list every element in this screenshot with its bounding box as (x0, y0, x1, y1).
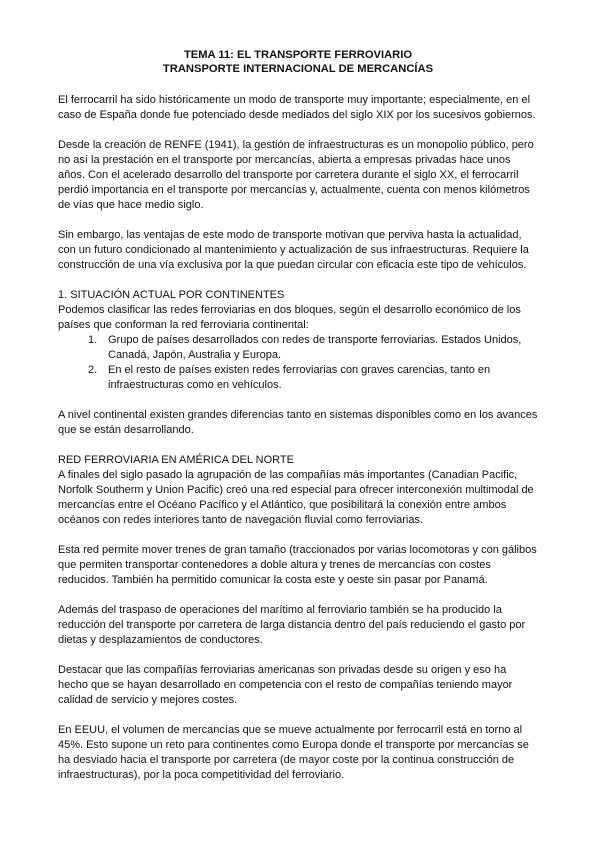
list-item-number: 1. (88, 334, 98, 346)
list-item-number: 2. (88, 364, 98, 376)
paragraph-eeuu: En EEUU, el volumen de mercancías que se mueve actualmente por ferrocarril está en torno al 45%. Esto supone un reto para continentes como Europa donde el transporte por mercancías se ha desviado hacia el transporte por carretera (de mayor coste por la continua construcción de infraestructuras), por la poca competitividad del ferroviario. (58, 724, 529, 781)
numbered-list (58, 333, 538, 393)
paragraph-companias: Destacar que las compañías ferroviarias americanas son privadas desde su origen y eso ha hecho que se hayan desarrollado en competencia con el resto de compañías teniendo mayor calidad de servicio y mejores costes. (58, 664, 513, 706)
section-intro-paragraph: Podemos clasificar las redes ferroviarias en dos bloques, según el desarrollo económico de los países que conforman la red ferroviaria continental: (58, 304, 521, 331)
title-line-2: TRANSPORTE INTERNACIONAL DE MERCANCÍAS (162, 63, 434, 75)
paragraph-continental: A nivel continental existen grandes diferencias tanto en sistemas disponibles como en los avances que se están desarrollando. (58, 409, 538, 436)
paragraph-trenes: Esta red permite mover trenes de gran tamaño (traccionados por varias locomotoras y con gálibos que permiten transportar contenedores a doble altura y trenes de mercancías con costes reducidos. También ha permitido comunicar la costa este y oeste sin pasar por Panamá. (58, 544, 537, 586)
paragraph-ventajas: Sin embargo, las ventajas de este modo de transporte motivan que perviva hasta la actualidad, con un futuro condicionado al mantenimiento y actualización de sus infraestructuras. Requiere la construcción de una vía exclusiva por la que puedan circular con eficacia este tipo de vehículos. (58, 229, 529, 271)
list-item-text: En el resto de países existen redes ferroviarias con graves carencias, tanto en infraestructuras como en vehículos. (108, 364, 491, 391)
title-line-1: TEMA 11: EL TRANSPORTE FERROVIARIO (183, 49, 413, 61)
paragraph-traspaso: Además del traspaso de operaciones del marítimo al ferroviario también se ha producido la reducción del transporte por carretera de larga distancia dentro del país reduciendo el gasto por dietas y desplazamientos de conductores. (58, 604, 526, 646)
list-item (58, 333, 538, 363)
paragraph-renfe: Desde la creación de RENFE (1941), la gestión de infraestructuras es un monopolio público, pero no así la prestación en el transporte por mercancías, abierta a empresas privadas hace unos años. Con el acelerado desarrollo del transporte por carretera durante el siglo XX, el ferrocarril perdió importancia en el transporte por mercancías y, actualmente, cuenta con menos kilómetros de vías que hace medio siglo. (58, 139, 534, 211)
document-title (58, 48, 538, 76)
list-item-text: Grupo de países desarrollados con redes de transporte ferroviarias. Estados Unidos, Canadá, Japón, Australia y Europa. (108, 334, 522, 361)
list-item (58, 363, 538, 393)
paragraph-intro: El ferrocarril ha sido históricamente un modo de transporte muy importante; especialmente, en el caso de España donde fue potenciado desde mediados del siglo XIX por los sucesivos gobiernos. (58, 94, 536, 121)
section-heading-america-norte: RED FERROVIARIA EN AMÉRICA DEL NORTE (58, 454, 294, 466)
section-heading-continentes: 1. SITUACIÓN ACTUAL POR CONTINENTES (58, 289, 285, 301)
paragraph-agrupacion: A finales del siglo pasado la agrupación de las compañías más importantes (Canadian Pacific, Norfolk Southerm y Union Pacific) creó una red especial para ofrecer interconexión multimodal de mercancías entre el Océano Pacífico y el Atlántico, que posibilitará la conexión entre ambos océanos con redes interiores tanto de navegación fluvial como ferroviarias. (58, 469, 534, 526)
